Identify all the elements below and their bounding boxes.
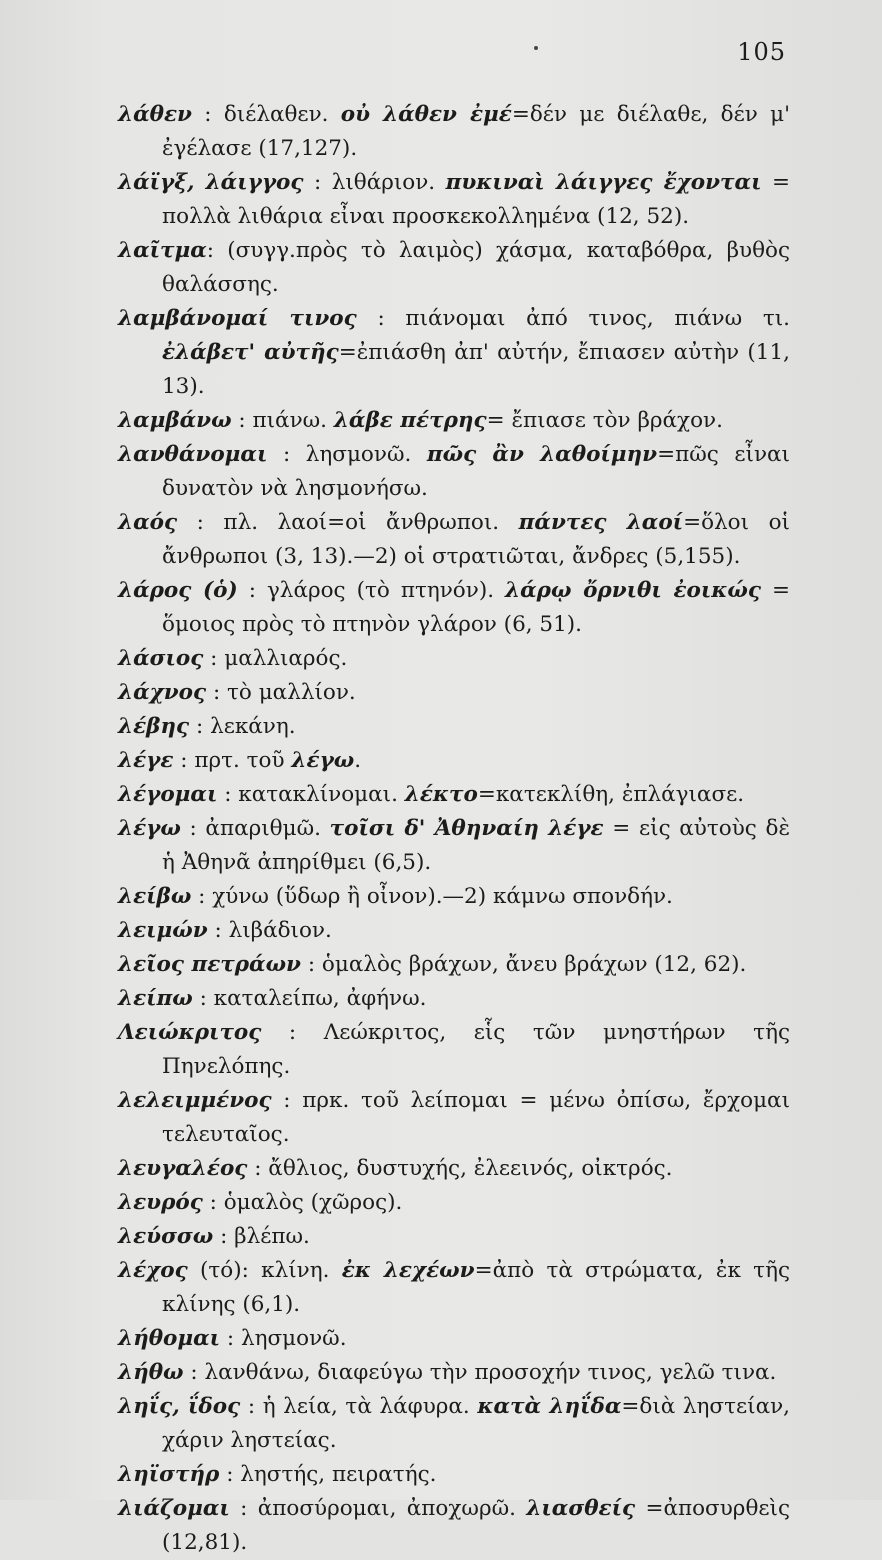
dictionary-entry [118, 1458, 790, 1492]
dictionary-entry [118, 234, 790, 302]
definition-text: = εἰς αὐτοὺς δὲ ἡ Ἀθηνᾶ ἀπηρίθμει (6,5). [162, 816, 790, 875]
dictionary-entry [118, 1152, 790, 1186]
dictionary-entry [118, 1254, 790, 1322]
quoted-phrase: πυκιναὶ λάιγγες ἔχονται [445, 170, 762, 195]
definition-text: . [354, 748, 362, 773]
dictionary-entry [118, 1356, 790, 1390]
headword: λέγω [118, 816, 181, 841]
definition-text: =δέν με διέλαθε, δέν μ' ἐγέλασε (17,127). [162, 102, 790, 161]
dictionary-entry [118, 302, 790, 404]
dictionary-entry [118, 744, 790, 778]
headword: λάθεν [118, 102, 192, 127]
headword: λειμών [118, 918, 208, 943]
dictionary-entry [118, 166, 790, 234]
dictionary-entry [118, 778, 790, 812]
dictionary-entry [118, 710, 790, 744]
headword: λέγε [118, 748, 174, 773]
headword: ληϊστήρ [118, 1462, 220, 1487]
definition-text: : πιάνομαι ἀπό τινος, πιάνω τι. [356, 306, 791, 331]
definition-text: : ὁμαλὸς βράχων, ἄνευ βράχων (12, 62). [300, 952, 747, 977]
headword: λιάζομαι [118, 1496, 230, 1521]
definition-text: : βλέπω. [213, 1224, 310, 1249]
definition-text: : λανθάνω, διαφεύγω τὴν προσοχήν τινος, γελῶ τινα. [183, 1360, 777, 1385]
definition-text: =διὰ ληστείαν, χάριν ληστείας. [162, 1394, 790, 1453]
headword: λάρος (ὁ) [118, 578, 238, 603]
definition-text: : (συγγ.πρὸς τὸ λαιμὸς) χάσμα, καταβόθρα, βυθὸς θαλάσσης. [162, 238, 790, 297]
dictionary-entry [118, 506, 790, 574]
dictionary-entry [118, 914, 790, 948]
headword: λευρός [118, 1190, 203, 1215]
dictionary-entry [118, 1016, 790, 1084]
definition-text: = ὅμοιος πρὸς τὸ πτηνὸν γλάρον (6, 51). [162, 578, 790, 637]
definition-text: : χύνω (ὕδωρ ἢ οἶνον).—2) κάμνω σπονδήν. [191, 884, 673, 909]
definition-text: = ἔπιασε τὸν βράχον. [486, 408, 723, 433]
definition-text: : ὁμαλὸς (χῶρος). [202, 1190, 403, 1215]
definition-text: : διέλαθεν. [191, 102, 341, 127]
definition-text: : ἡ λεία, τὰ λάφυρα. [240, 1394, 478, 1419]
headword: λεῖος πετράων [118, 952, 301, 977]
definition-text: =ὅλοι οἱ ἄνθρωποι (3, 13).—2) οἱ στρατιῶται, ἄνδρες (5,155). [162, 510, 790, 569]
definition-text: : λιβάδιον. [207, 918, 332, 943]
definition-text: =ἀποσυρθεὶς (12,81). [162, 1496, 790, 1555]
definition-text: : ἀποσύρομαι, ἀποχωρῶ. [229, 1496, 527, 1521]
quoted-phrase: λιασθείς [526, 1496, 636, 1521]
definition-text: : γλάρος (τὸ πτηνόν). [237, 578, 506, 603]
quoted-phrase: οὐ λάθεν ἐμέ [340, 102, 512, 127]
quoted-phrase: ἐκ λεχέων [341, 1258, 475, 1283]
definition-text: =πῶς εἶναι δυνατὸν νὰ λησμονήσω. [162, 442, 790, 501]
definition-text: (τό): κλίνη. [187, 1258, 342, 1283]
dictionary-entry [118, 676, 790, 710]
dictionary-entry [118, 1220, 790, 1254]
dictionary-entry [118, 438, 790, 506]
headword: λαμβάνομαί τινος [118, 306, 357, 331]
quoted-phrase: λέγω [291, 748, 355, 773]
dictionary-entry [118, 642, 790, 676]
entry-list [118, 98, 790, 1560]
headword: λέβης [118, 714, 190, 739]
quoted-phrase: λέκτο [404, 782, 478, 807]
headword: λεύσσω [118, 1224, 214, 1249]
definition-text: =ἐπιάσθη ἀπ' αὐτήν, ἔπιασεν αὐτὴν (11, 13). [162, 340, 790, 399]
headword: λανθάνομαι [118, 442, 268, 467]
headword: λαμβάνω [118, 408, 232, 433]
headword: λάχνος [118, 680, 207, 705]
dictionary-entry [118, 1492, 790, 1560]
definition-text: : λησμονῶ. [267, 442, 427, 467]
headword: λείβω [118, 884, 192, 909]
definition-text: : λιθάριον. [303, 170, 446, 195]
quoted-phrase: λάβε πέτρης [333, 408, 487, 433]
definition-text: : λεκάνη. [189, 714, 296, 739]
dictionary-entry [118, 1186, 790, 1220]
headword: λευγαλέος [118, 1156, 248, 1181]
quoted-phrase: πῶς ἂν λαθοίμην [426, 442, 658, 467]
dictionary-entry [118, 1322, 790, 1356]
definition-text: =κατεκλίθη, ἐπλάγιασε. [477, 782, 745, 807]
dictionary-entry [118, 1390, 790, 1458]
headword: λάσιος [118, 646, 204, 671]
definition-text: : κατακλίνομαι. [217, 782, 405, 807]
headword: λέχος [118, 1258, 188, 1283]
definition-text: : ἀπαριθμῶ. [180, 816, 330, 841]
definition-text: : πιάνω. [231, 408, 334, 433]
headword: λαός [118, 510, 178, 535]
definition-text: : καταλείπω, ἀφήνω. [192, 986, 427, 1011]
definition-text: : πρτ. τοῦ [173, 748, 292, 773]
definition-text: : λησμονῶ. [220, 1326, 347, 1351]
quoted-phrase: λάρῳ ὄρνιθι ἐοικώς [505, 578, 761, 603]
page-number: 105 [737, 38, 786, 66]
definition-text: : πλ. λαοί=οἱ ἄνθρωποι. [177, 510, 519, 535]
headword: λαῖτμα [118, 238, 207, 263]
dictionary-entry [118, 812, 790, 880]
dictionary-entry [118, 982, 790, 1016]
headword: ληΐς, ΐδος [118, 1394, 241, 1419]
headword: λήθω [118, 1360, 184, 1385]
definition-text: : πρκ. τοῦ λείπομαι = μένω ὀπίσω, ἔρχομαι τελευταῖος. [162, 1088, 790, 1147]
quoted-phrase: κατὰ ληΐδα [477, 1394, 622, 1419]
definition-text: : ἄθλιος, δυστυχής, ἐλεεινός, οἰκτρός. [247, 1156, 673, 1181]
definition-text: =ἀπὸ τὰ στρώματα, ἐκ τῆς κλίνης (6,1). [162, 1258, 790, 1317]
quoted-phrase: πάντες λαοί [518, 510, 684, 535]
headword: λήθομαι [118, 1326, 221, 1351]
headword: λέγομαι [118, 782, 218, 807]
quoted-phrase: τοῖσι δ' Ἀθηναίη λέγε [329, 816, 604, 841]
quoted-phrase: ἐλάβετ' αὐτῆς [162, 340, 339, 365]
headword: λελειμμένος [118, 1088, 272, 1113]
dictionary-entry [118, 1084, 790, 1152]
definition-text: : μαλλιαρός. [203, 646, 348, 671]
dictionary-entry [118, 98, 790, 166]
headword: Λειώκριτος [118, 1020, 262, 1045]
dictionary-entry [118, 880, 790, 914]
definition-text: : Λεώκριτος, εἷς τῶν μνηστήρων τῆς Πηνελόπης. [162, 1020, 790, 1079]
headword: λάϊγξ, λάιγγος [118, 170, 304, 195]
definition-text: : ληστής, πειρατής. [219, 1462, 437, 1487]
definition-text: = πολλὰ λιθάρια εἶναι προσκεκολλημένα (12, 52). [162, 170, 790, 229]
dictionary-entry [118, 574, 790, 642]
dictionary-entry [118, 948, 790, 982]
headword: λείπω [118, 986, 193, 1011]
dictionary-entry [118, 404, 790, 438]
definition-text: : τὸ μαλλίον. [206, 680, 356, 705]
print-speck [534, 46, 538, 50]
